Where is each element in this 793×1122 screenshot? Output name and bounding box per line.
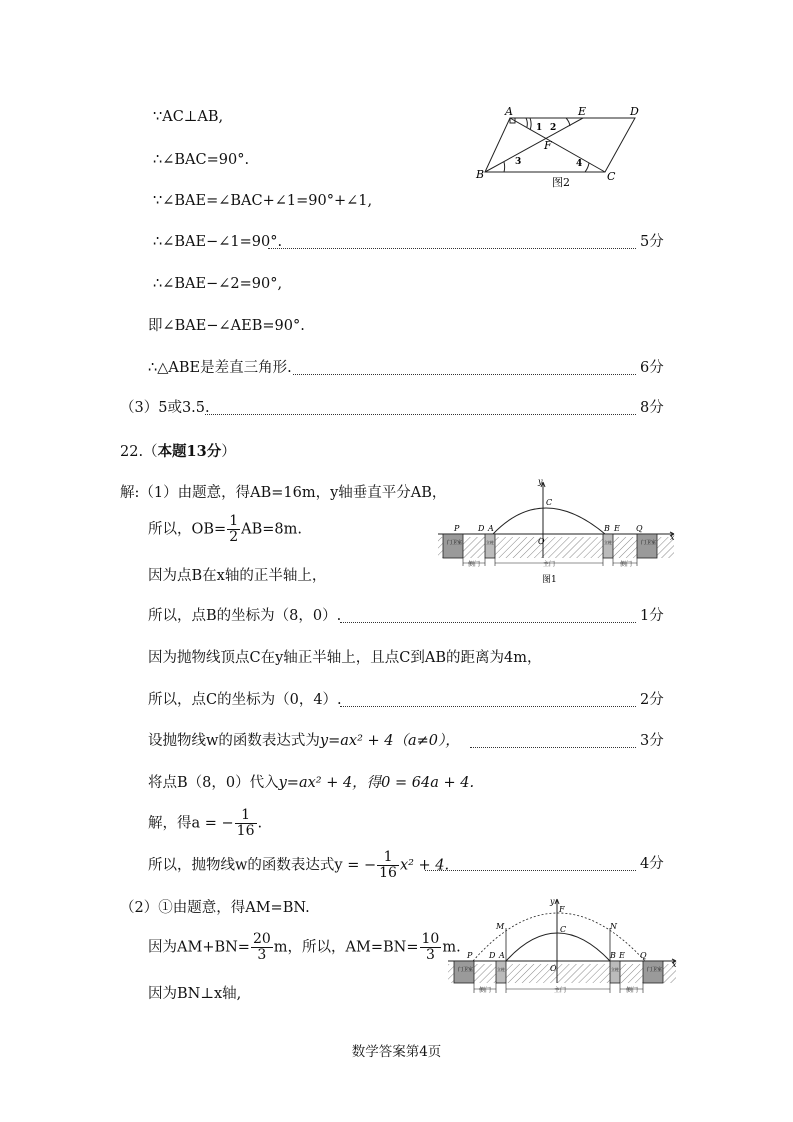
label-M: M: [496, 922, 505, 931]
fraction-each: [420, 932, 442, 963]
label-E: E: [614, 524, 620, 533]
solve-text: 解，得a = −: [148, 815, 234, 832]
line-6: 即∠BAE−∠AEB=90°.: [148, 318, 305, 334]
pillar-box-left: 立柱: [486, 540, 494, 545]
side-door-left: 侧门: [479, 987, 492, 994]
frac-den: 3: [257, 947, 267, 963]
label-Q: Q: [640, 951, 647, 960]
ab-text: AB=8m.: [241, 521, 302, 538]
pillar-box-left: 立柱: [497, 967, 505, 972]
frac-num: 1: [377, 850, 399, 866]
line-13: 所以，点B的坐标为（8，0）.: [148, 608, 342, 624]
line-19: [148, 850, 449, 881]
label-B: B: [476, 168, 485, 181]
fraction-sum: [251, 932, 273, 963]
line-16: [148, 731, 460, 751]
score-2: 2分: [640, 692, 664, 708]
line-11: [148, 514, 302, 545]
label-P: P: [467, 951, 473, 960]
axis-x: x: [670, 533, 675, 542]
figure-3-gate: [440, 895, 685, 1005]
heading-score: 本题13分: [157, 443, 222, 460]
label-O: O: [538, 537, 545, 546]
label-O: O: [550, 964, 557, 973]
line-18: [148, 808, 262, 839]
leader-dots: [340, 694, 636, 707]
label-A: A: [499, 951, 505, 960]
label-A: A: [488, 524, 494, 533]
label-B: B: [604, 524, 610, 533]
score-4: 4分: [640, 856, 664, 872]
line-5: ∴∠BAE−∠2=90°,: [153, 276, 283, 292]
question-heading: [120, 442, 236, 462]
figure-2-caption: 图2: [552, 176, 570, 189]
page-footer: 数学答案第4页: [351, 1044, 442, 1060]
leader-dots: [268, 236, 636, 249]
leader-dots: [205, 402, 636, 415]
label-E: E: [578, 105, 587, 118]
score-8: 8分: [640, 400, 664, 416]
substitute-text: 将点B（8，0）代入: [148, 775, 279, 791]
side-door-right: 侧门: [626, 987, 639, 994]
each-text: m，所以，AM=BN=: [273, 939, 419, 956]
label-N: N: [610, 922, 617, 931]
frac-num: 20: [252, 931, 271, 947]
line-20: （2）①由题意，得AM=BN.: [120, 900, 310, 916]
line-12: 因为点B在x轴的正半轴上，: [148, 568, 327, 584]
unit: m.: [442, 939, 461, 956]
label-F: F: [544, 139, 552, 152]
main-door: 主门: [554, 987, 567, 994]
figure-2-parallelogram: [470, 100, 650, 195]
fraction-a: [235, 808, 257, 839]
guard-box-left: 门卫室: [447, 540, 463, 546]
frac-num: 10: [421, 931, 440, 947]
line-22: 因为BN⊥x轴,: [148, 986, 242, 1002]
score-3: 3分: [640, 733, 664, 749]
label-A: A: [505, 105, 513, 118]
formula: y=ax² + 4，得0 = 64a + 4.: [278, 775, 475, 791]
fraction-half: [227, 514, 240, 545]
label-Q: Q: [636, 524, 643, 533]
heading-prefix: 22.（: [120, 444, 158, 460]
label-D: D: [489, 951, 496, 960]
angle-1: 1: [536, 123, 543, 133]
angle-2: 2: [550, 123, 557, 133]
frac-den: 16: [379, 865, 397, 881]
line-1: ∵AC⊥AB,: [153, 109, 224, 125]
frac-den: 2: [229, 529, 239, 545]
label-E: E: [619, 951, 625, 960]
line-14: 因为抛物线顶点C在y轴正半轴上，且点C到AB的距离为4m，: [148, 650, 542, 666]
label-C: C: [607, 170, 616, 183]
score-5: 5分: [640, 234, 664, 250]
main-door: 主门: [543, 561, 556, 568]
leader-dots: [293, 362, 636, 375]
period: .: [257, 815, 263, 832]
label-B: B: [610, 951, 616, 960]
line-21: [148, 932, 461, 963]
frac-den: 16: [236, 823, 255, 839]
set-text: 设抛物线w的函数表达式为: [148, 733, 320, 749]
line-17: [148, 773, 474, 793]
line-15: 所以，点C的坐标为（0，4）.: [148, 692, 342, 708]
line-3: ∵∠BAE=∠BAC+∠1=90°+∠1,: [153, 193, 373, 209]
fraction-w: [377, 850, 399, 881]
guard-box-right: 门卫室: [647, 967, 663, 973]
frac-num: 1: [229, 513, 239, 529]
axis-y: y: [550, 897, 555, 906]
heading-suffix: ）: [221, 444, 236, 460]
line-7: ∴△ABE是差直三角形.: [148, 360, 292, 376]
formula: x² + 4.: [399, 857, 450, 874]
label-C: C: [560, 925, 567, 934]
guard-box-left: 门卫室: [458, 967, 474, 973]
pillar-box-right: 立柱: [611, 967, 619, 972]
side-door-left: 侧门: [468, 561, 481, 568]
sum-text: 因为AM+BN=: [148, 939, 250, 956]
leader-dots: [340, 610, 636, 623]
figure-1-gate: [430, 478, 680, 588]
figure-1-caption: 图1: [542, 575, 557, 585]
label-F: F: [559, 905, 565, 914]
side-door-right: 侧门: [620, 561, 633, 568]
axis-x: x: [672, 960, 677, 969]
angle-3: 3: [515, 157, 522, 167]
result-text: 所以，抛物线w的函数表达式y = −: [148, 857, 377, 874]
label-D: D: [630, 105, 639, 118]
label-D: D: [478, 524, 485, 533]
formula: y=ax² + 4（a≠0），: [319, 733, 460, 749]
guard-box-right: 门卫室: [641, 540, 657, 546]
line-2: ∴∠BAC=90°.: [153, 152, 250, 168]
score-6: 6分: [640, 360, 664, 376]
ob-text: 所以，OB=: [148, 521, 227, 538]
line-4: ∴∠BAE−∠1=90°.: [153, 234, 283, 250]
score-1: 1分: [640, 608, 664, 624]
frac-num: 1: [235, 808, 257, 824]
line-10: 解:（1）由题意，得AB=16m，y轴垂直平分AB，: [120, 485, 447, 501]
leader-dots: [425, 858, 636, 871]
frac-den: 3: [425, 947, 435, 963]
line-8: （3）5或3.5.: [120, 400, 210, 416]
label-C: C: [546, 498, 553, 507]
angle-4: 4: [576, 159, 583, 169]
label-P: P: [454, 524, 460, 533]
pillar-box-right: 立柱: [604, 540, 612, 545]
leader-dots: [470, 735, 636, 748]
axis-y: y: [538, 478, 543, 486]
